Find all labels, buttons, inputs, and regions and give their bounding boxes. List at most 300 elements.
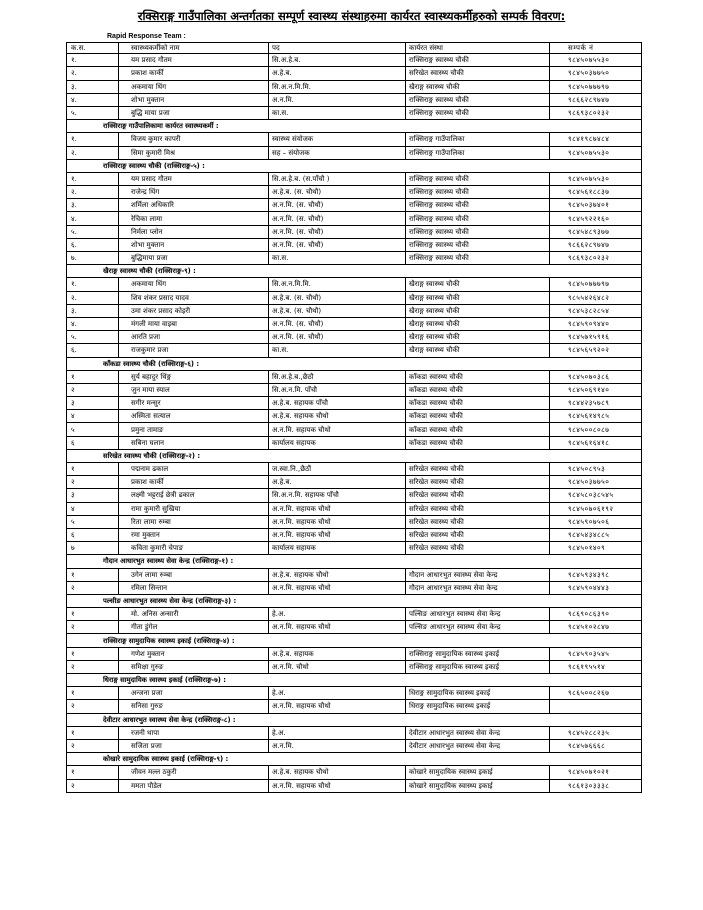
cell-contact: ९८४५६५९२०२: [550, 344, 642, 357]
cell-serial: १.: [67, 278, 119, 291]
cell-contact: ९८५५४२६४८२: [550, 291, 642, 304]
cell-post: हे.अ.: [269, 726, 406, 739]
table-row: [67, 172, 642, 185]
cell-serial: ७: [67, 542, 119, 555]
table-row: [67, 700, 642, 713]
table-row: [67, 291, 642, 304]
cell-institution: राक्सिराङ्ग स्वास्थ्य चौकी: [406, 252, 550, 265]
cell-name: रामा कुमारी सुखिया: [119, 502, 269, 515]
cell-contact: ९८४५०७५५३०: [550, 146, 642, 159]
cell-serial: २: [67, 739, 119, 752]
section-title-row: [67, 120, 642, 133]
table-row: [67, 726, 642, 739]
cell-serial: २: [67, 581, 119, 594]
cell-name: उमा शंकर प्रसाद कोइरी: [119, 304, 269, 317]
cell-serial: ६: [67, 436, 119, 449]
cell-serial: १.: [67, 172, 119, 185]
cell-name: शोभा मुक्तान: [119, 238, 269, 251]
cell-institution: पल्सिङ आधारभुत स्वास्थ्य सेवा केन्द्र: [406, 621, 550, 634]
cell-institution: धिराङ्ग सामुदायिक स्वास्थ्य इकाई: [406, 700, 550, 713]
cell-contact: ९८४५०७७७९७: [550, 278, 642, 291]
cell-contact: ९८४५०७०३८६: [550, 370, 642, 383]
cell-name: सनिसा गुरुङ: [119, 700, 269, 713]
cell-name: रमिला सिन्तान: [119, 581, 269, 594]
table-row: [67, 528, 642, 541]
cell-post: अ.हे.ब. सहायक चौथो: [269, 410, 406, 423]
cell-post: सि.अ.न.मि.मि.: [269, 80, 406, 93]
cell-contact: ९८४५४८९३७७: [550, 225, 642, 238]
cell-institution: खैराङ्ग स्वास्थ्य चौकी: [406, 278, 550, 291]
cell-post: का.स.: [269, 106, 406, 119]
cell-name: जुन माया स्याल: [119, 383, 269, 396]
cell-post: अ.न.मि. सहायक चौथो: [269, 502, 406, 515]
cell-post: अ.न.मि. (स. चौथौ): [269, 212, 406, 225]
cell-name: यम प्रसाद गौतम: [119, 172, 269, 185]
header-name: स्वास्थ्यकर्मीको नाम: [119, 43, 269, 54]
cell-institution: राक्सिराङ्ग स्वास्थ्य चौकी: [406, 106, 550, 119]
cell-post: अ.हे.ब. सहायक चौथो: [269, 766, 406, 779]
table-row: [67, 489, 642, 502]
cell-name: निर्मला प्लोन: [119, 225, 269, 238]
cell-name: प्रकाश कार्की: [119, 476, 269, 489]
cell-institution: पल्सिङ आधारभुत स्वास्थ्य सेवा केन्द्र: [406, 608, 550, 621]
table-row: [67, 383, 642, 396]
cell-serial: १: [67, 647, 119, 660]
cell-name: रमा मुक्तान: [119, 528, 269, 541]
cell-serial: २: [67, 621, 119, 634]
cell-contact: ९८४४२३५७८९: [550, 397, 642, 410]
cell-post: सि.अ.न.मि. पाँचौ: [269, 383, 406, 396]
section-title-row: [67, 449, 642, 462]
cell-serial: २: [67, 779, 119, 792]
cell-contact: ९८४५७१५९१६: [550, 331, 642, 344]
cell-contact: ९८४५६१६४१८: [550, 436, 642, 449]
cell-name: गीता डुंगेल: [119, 621, 269, 634]
cell-contact: ९८४५६१४९८५: [550, 410, 642, 423]
cell-name: सबिना घलान: [119, 436, 269, 449]
section-title: धिराङ्ग सामुदायिक स्वास्थ्य इकाई (राक्सिराङ्ग-७) :: [67, 674, 642, 687]
cell-name: मो. अनिस अन्सारी: [119, 608, 269, 621]
cell-institution: काँकडा स्वास्थ्य चौकी: [406, 370, 550, 383]
cell-serial: १: [67, 568, 119, 581]
table-row: [67, 199, 642, 212]
cell-post: सि.अ.न.मि.मि.: [269, 278, 406, 291]
cell-serial: १: [67, 766, 119, 779]
section-title-row: [67, 555, 642, 568]
cell-serial: ३: [67, 397, 119, 410]
cell-name: गणेश मुक्तान: [119, 647, 269, 660]
cell-serial: १.: [67, 133, 119, 146]
cell-serial: ६.: [67, 344, 119, 357]
cell-post: का.स.: [269, 344, 406, 357]
cell-name: रजनी थापा: [119, 726, 269, 739]
section-title: खैराङ्ग स्वास्थ्य चौकी (राक्सिराङ्ग-९) :: [67, 265, 642, 278]
cell-post: अ.न.मि. सहायक चौथो: [269, 515, 406, 528]
cell-serial: ५.: [67, 106, 119, 119]
cell-name: सिमा कुमारी मिश्र: [119, 146, 269, 159]
table-row: [67, 660, 642, 673]
cell-institution: काँकडा स्वास्थ्य चौकी: [406, 383, 550, 396]
cell-post: सि.अ.हे.ब.,छैठौ: [269, 370, 406, 383]
table-row: [67, 106, 642, 119]
section-title-row: [67, 357, 642, 370]
section-title: राक्सिराङ्ग गाउँपालिकामा कार्यरत स्वास्थ्यकर्मी :: [67, 120, 642, 133]
table-row: [67, 647, 642, 660]
cell-serial: ७.: [67, 252, 119, 265]
cell-name: बुद्धिमाया प्रजा: [119, 252, 269, 265]
cell-serial: ३.: [67, 80, 119, 93]
cell-serial: ५.: [67, 331, 119, 344]
cell-institution: खैराङ्ग स्वास्थ्य चौकी: [406, 80, 550, 93]
cell-institution: राक्सिराङ्ग स्वास्थ्य चौकी: [406, 212, 550, 225]
cell-post: अ.हे.ब.: [269, 67, 406, 80]
contact-table-body: [67, 43, 642, 793]
cell-name: रिता लामा रुम्बा: [119, 515, 269, 528]
cell-post: अ.न.मि. सहायक चौथो: [269, 528, 406, 541]
cell-contact: ९८४५००८०८७: [550, 423, 642, 436]
header-institution: कार्यरत संस्था: [406, 43, 550, 54]
cell-name: पद्मनाम ढकाल: [119, 463, 269, 476]
cell-name: रेचिका लामा: [119, 212, 269, 225]
table-row: [67, 252, 642, 265]
section-title: राक्सिराङ्ग स्वास्थ्य चौकी (राक्सिराङ्ग-५) :: [67, 159, 642, 172]
cell-contact: ९८४५०१४०९: [550, 542, 642, 555]
cell-post: अ.न.मि. सहायक चौथो: [269, 779, 406, 792]
cell-serial: २: [67, 660, 119, 673]
cell-serial: १: [67, 726, 119, 739]
table-row: [67, 212, 642, 225]
cell-post: अ.न.मि. चौथो: [269, 660, 406, 673]
cell-serial: १: [67, 608, 119, 621]
cell-contact: ९८४५९०७५०६: [550, 515, 642, 528]
section-title-row: [67, 594, 642, 607]
cell-post: हे.अ.: [269, 687, 406, 700]
cell-contact: ९८४५०३७४०१: [550, 199, 642, 212]
cell-institution: सरिखेत स्वास्थ्य चौकी: [406, 528, 550, 541]
cell-institution: राक्सिराङ्ग स्वास्थ्य चौकी: [406, 238, 550, 251]
section-title-row: [67, 265, 642, 278]
table-row: [67, 67, 642, 80]
cell-post: अ.हे.ब. सहायक पाँचौ: [269, 397, 406, 410]
cell-name: आरति प्रजा: [119, 331, 269, 344]
cell-institution: राक्सिराङ्ग सामुदायिक स्वास्थ्य इकाई: [406, 660, 550, 673]
section-title-row: [67, 634, 642, 647]
cell-serial: ५: [67, 515, 119, 528]
header-serial: क.स.: [67, 43, 119, 54]
cell-contact: ९८४५९०४४४३: [550, 581, 642, 594]
cell-post: अ.न.मि.: [269, 93, 406, 106]
table-row: [67, 779, 642, 792]
section-title: कोखारे सामुदायिक स्वास्थ्य इकाई (राक्सिराङ्ग-९) :: [67, 753, 642, 766]
cell-post: सि.अ.न.मि. सहायक पाँचौ: [269, 489, 406, 502]
cell-name: सगीर मन्सुर: [119, 397, 269, 410]
table-row: [67, 410, 642, 423]
cell-serial: २.: [67, 186, 119, 199]
cell-name: सुर्य बहादुर थिंङ्ग: [119, 370, 269, 383]
cell-post: अ.न.मि. (स. चौथौ): [269, 331, 406, 344]
cell-institution: गौदान आधारभुत स्वास्थ्य सेवा केन्द्र: [406, 581, 550, 594]
cell-institution: राक्सिराङ्ग स्वास्थ्य चौकी: [406, 186, 550, 199]
cell-institution: काँकडा स्वास्थ्य चौकी: [406, 410, 550, 423]
cell-institution: सरिखेत स्वास्थ्य चौकी: [406, 515, 550, 528]
cell-serial: ४.: [67, 212, 119, 225]
table-row: [67, 370, 642, 383]
cell-contact: ९८४५०३७७५०: [550, 67, 642, 80]
cell-institution: काँकडा स्वास्थ्य चौकी: [406, 436, 550, 449]
table-row: [67, 515, 642, 528]
cell-name: सजिता प्रजा: [119, 739, 269, 752]
section-title-row: [67, 713, 642, 726]
cell-serial: ४: [67, 502, 119, 515]
cell-contact: ९८६९३८०२३२: [550, 252, 642, 265]
cell-contact: ९८६१९५५१४: [550, 660, 642, 673]
cell-post: का.स.: [269, 252, 406, 265]
table-row: [67, 225, 642, 238]
cell-contact: ९८४५६१८८३७: [550, 186, 642, 199]
section-title: देवीटार आधारभुत स्वास्थ्य सेवा केन्द्र (राक्सिराङ्ग-८) :: [67, 713, 642, 726]
cell-post: कार्यालय सहायक: [269, 542, 406, 555]
cell-post: अ.हे.ब. (स. चौथौ): [269, 186, 406, 199]
cell-post: अ.हे.ब.: [269, 476, 406, 489]
cell-post: अ.हे.ब. सहायक: [269, 647, 406, 660]
section-title-row: [67, 753, 642, 766]
table-row: [67, 54, 642, 67]
cell-name: जीवन मल्ल ठकुरी: [119, 766, 269, 779]
cell-contact: ९८४५९०३५४५: [550, 647, 642, 660]
cell-contact: ९८४५९०९४४०: [550, 317, 642, 330]
cell-serial: ३.: [67, 304, 119, 317]
cell-contact: ९८६५००८२६७: [550, 687, 642, 700]
cell-institution: कोखारे सामुदायिक स्वास्थ्य इकाई: [406, 766, 550, 779]
cell-contact: ९८४५८०३८५४५: [550, 489, 642, 502]
cell-contact: ९८४५४३४८८५: [550, 528, 642, 541]
cell-post: अ.न.मि. (स. चौथौ): [269, 199, 406, 212]
cell-contact: ९८४१९८७४८४: [550, 133, 642, 146]
cell-name: लक्ष्मी भट्टराई छेत्री ढकाल: [119, 489, 269, 502]
section-title: काँकडा स्वास्थ्य चौकी (राक्सिराङ्ग-६) :: [67, 357, 642, 370]
cell-serial: १: [67, 370, 119, 383]
table-row: [67, 608, 642, 621]
table-row: [67, 542, 642, 555]
cell-name: शोभा मुक्तान: [119, 93, 269, 106]
cell-institution: खैराङ्ग स्वास्थ्य चौकी: [406, 331, 550, 344]
cell-post: अ.न.मि. सहायक चौथो: [269, 581, 406, 594]
cell-contact: ९८४५०७७७९७: [550, 80, 642, 93]
cell-contact: ९८६१३०३३३८: [550, 779, 642, 792]
table-row: [67, 344, 642, 357]
cell-institution: कोखारे सामुदायिक स्वास्थ्य इकाई: [406, 779, 550, 792]
table-row: [67, 476, 642, 489]
cell-name: प्रकाश कार्की: [119, 67, 269, 80]
cell-name: मंगली माया वाइबा: [119, 317, 269, 330]
section-title: सरिखेत स्वास्थ्य चौकी (राक्सिराङ्ग-२) :: [67, 449, 642, 462]
cell-serial: २: [67, 383, 119, 396]
cell-serial: ५.: [67, 225, 119, 238]
cell-serial: ३.: [67, 199, 119, 212]
cell-post: स्वास्थ्य संयोजक: [269, 133, 406, 146]
section-title: गौदान आधारभुत स्वास्थ्य सेवा केन्द्र (राक्सिराङ्ग-१) :: [67, 555, 642, 568]
cell-serial: २: [67, 476, 119, 489]
cell-institution: राक्सिराङ्ग सामुदायिक स्वास्थ्य इकाई: [406, 647, 550, 660]
cell-name: यम प्रसाद गौतम: [119, 54, 269, 67]
cell-institution: राक्सिराङ्ग गाउँपालिका: [406, 133, 550, 146]
cell-institution: सरिखेत स्वास्थ्य चौकी: [406, 502, 550, 515]
cell-serial: २.: [67, 67, 119, 80]
table-row: [67, 331, 642, 344]
cell-name: बुद्धि माया प्रजा: [119, 106, 269, 119]
cell-contact: ९८४५०७१०२१: [550, 766, 642, 779]
table-row: [67, 423, 642, 436]
document-subtitle: Rapid Response Team :: [107, 33, 186, 40]
table-row: [67, 186, 642, 199]
cell-serial: ४.: [67, 93, 119, 106]
cell-post: सह – संयोजक: [269, 146, 406, 159]
cell-post: अ.हे.ब. सहायक चौथो: [269, 568, 406, 581]
cell-post: अ.हे.ब. (स. चौथौ): [269, 291, 406, 304]
cell-contact: ९८४५७६६६८: [550, 739, 642, 752]
section-title-row: [67, 159, 642, 172]
cell-serial: ५: [67, 423, 119, 436]
cell-name: समिक्षा गुरुङ: [119, 660, 269, 673]
cell-post: ज.स्वा.नि.,छैठौं: [269, 463, 406, 476]
cell-name: अन्जना प्रजा: [119, 687, 269, 700]
cell-post: अ.हे.ब. (स. चौथौ): [269, 304, 406, 317]
cell-serial: १: [67, 463, 119, 476]
table-row: [67, 93, 642, 106]
table-row: [67, 621, 642, 634]
cell-institution: सरिखेत स्वास्थ्य चौकी: [406, 476, 550, 489]
cell-institution: खैराङ्ग स्वास्थ्य चौकी: [406, 344, 550, 357]
cell-institution: धिराङ्ग सामुदायिक स्वास्थ्य इकाई: [406, 687, 550, 700]
cell-name: प्रमुना तामाङ: [119, 423, 269, 436]
cell-post: अ.न.मि. सहायक चौथो: [269, 700, 406, 713]
cell-serial: ६.: [67, 238, 119, 251]
cell-institution: राक्सिराङ्ग स्वास्थ्य चौकी: [406, 54, 550, 67]
cell-institution: सरिखेत स्वास्थ्य चौकी: [406, 67, 550, 80]
cell-institution: सरिखेत स्वास्थ्य चौकी: [406, 489, 550, 502]
cell-institution: राक्सिराङ्ग स्वास्थ्य चौकी: [406, 199, 550, 212]
cell-institution: काँकडा स्वास्थ्य चौकी: [406, 397, 550, 410]
cell-post: अ.न.मि. सहायक चौथो: [269, 621, 406, 634]
cell-contact: ९८४५०७५५३०: [550, 54, 642, 67]
cell-serial: २.: [67, 291, 119, 304]
cell-contact: [550, 700, 642, 713]
table-row: [67, 397, 642, 410]
cell-contact: ९८४५९३४३९८: [550, 568, 642, 581]
cell-institution: राक्सिराङ्ग गाउँपालिका: [406, 146, 550, 159]
cell-contact: ९८४५३८२८५४: [550, 304, 642, 317]
cell-post: सि.अ.हे.ब. (स.पाँचौ ): [269, 172, 406, 185]
cell-name: ममता पौडेल: [119, 779, 269, 792]
cell-name: अकमाया थिंग: [119, 80, 269, 93]
cell-contact: ९८६९३८०२३२: [550, 106, 642, 119]
cell-contact: ९८६९०८६३९०: [550, 608, 642, 621]
document-title: रक्सिराङ्ग गाउँपालिका अन्तर्गतका सम्पूर्ण स्वास्थ्य संस्थाहरुमा कार्यरत स्वास्थ्यकर्मीहरुको सम्पर्क विवरण:: [137, 9, 566, 23]
cell-name: शर्मिला अधिकारि: [119, 199, 269, 212]
cell-name: कविता कुमारी चेपाङ: [119, 542, 269, 555]
cell-post: हे.अ.: [269, 608, 406, 621]
header-contact: सम्पर्क नं: [550, 43, 642, 54]
table-row: [67, 766, 642, 779]
cell-contact: ९८४५०७५५३०: [550, 172, 642, 185]
table-row: [67, 687, 642, 700]
table-row: [67, 463, 642, 476]
cell-contact: ९८४५०६९१४०: [550, 383, 642, 396]
cell-contact: ९८४५२८८२३५: [550, 726, 642, 739]
cell-institution: सरिखेत स्वास्थ्य चौकी: [406, 463, 550, 476]
header-row: [67, 43, 642, 54]
cell-serial: २.: [67, 146, 119, 159]
cell-name: राजेन्द्र थिंग: [119, 186, 269, 199]
cell-institution: राक्सिराङ्ग स्वास्थ्य चौकी: [406, 225, 550, 238]
section-title: राक्सिराङ्ग सामुदायिक स्वास्थ्य इकाई (राक्सिराङ्ग-४) :: [67, 634, 642, 647]
table-row: [67, 304, 642, 317]
contact-table: [66, 42, 642, 793]
table-row: [67, 502, 642, 515]
table-row: [67, 436, 642, 449]
cell-post: अ.न.मि. (स. चौथौ): [269, 317, 406, 330]
cell-contact: ९८४५०७०६१९२: [550, 502, 642, 515]
table-row: [67, 238, 642, 251]
cell-institution: देवीटार आधारभुत स्वास्थ्य सेवा केन्द्र: [406, 726, 550, 739]
cell-serial: ४.: [67, 317, 119, 330]
cell-institution: सरिखेत स्वास्थ्य चौकी: [406, 542, 550, 555]
cell-post: अ.न.मि. (स. चौथौ): [269, 238, 406, 251]
cell-name: शिव शंकर प्रसाद यादव: [119, 291, 269, 304]
cell-institution: खैराङ्ग स्वास्थ्य चौकी: [406, 291, 550, 304]
cell-name: अकमाया थिंग: [119, 278, 269, 291]
cell-contact: ९८४५९२२१६०: [550, 212, 642, 225]
cell-contact: ९८६६२८९७४७: [550, 238, 642, 251]
table-row: [67, 581, 642, 594]
cell-name: राजकुमार प्रजा: [119, 344, 269, 357]
cell-contact: ९८६६२८९७४७: [550, 93, 642, 106]
cell-name: विजय कुमार कापरी: [119, 133, 269, 146]
section-title: पल्सीङ आधारभुत स्वास्थ्य सेवा केन्द्र (राक्सिराङ्ग-३) :: [67, 594, 642, 607]
cell-post: सि.अ.हे.ब.: [269, 54, 406, 67]
cell-serial: १.: [67, 54, 119, 67]
table-row: [67, 568, 642, 581]
table-row: [67, 739, 642, 752]
cell-institution: राक्सिराङ्ग स्वास्थ्य चौकी: [406, 93, 550, 106]
cell-post: अ.न.मि. सहायक चौथो: [269, 423, 406, 436]
cell-post: अ.न.मि. (स. चौथौ): [269, 225, 406, 238]
cell-institution: गौदान आधारभुत स्वास्थ्य सेवा केन्द्र: [406, 568, 550, 581]
cell-institution: खैराङ्ग स्वास्थ्य चौकी: [406, 304, 550, 317]
table-row: [67, 80, 642, 93]
cell-serial: ३: [67, 489, 119, 502]
header-post: पद: [269, 43, 406, 54]
cell-institution: राक्सिराङ्ग स्वास्थ्य चौकी: [406, 172, 550, 185]
cell-serial: १: [67, 687, 119, 700]
section-title-row: [67, 674, 642, 687]
table-row: [67, 317, 642, 330]
cell-serial: ४: [67, 410, 119, 423]
table-row: [67, 146, 642, 159]
cell-contact: ९८४५१०२८४७: [550, 621, 642, 634]
table-row: [67, 133, 642, 146]
cell-institution: खैराङ्ग स्वास्थ्य चौकी: [406, 317, 550, 330]
cell-post: अ.न.मि.: [269, 739, 406, 752]
cell-name: अस्मिता सत्याल: [119, 410, 269, 423]
cell-serial: ६: [67, 528, 119, 541]
cell-post: कार्यालय सहायक: [269, 436, 406, 449]
cell-name: उगेन लामा रुम्बा: [119, 568, 269, 581]
cell-institution: देवीटार आधारभुत स्वास्थ्य सेवा केन्द्र: [406, 739, 550, 752]
cell-contact: ९८४५०८९५३: [550, 463, 642, 476]
cell-serial: २: [67, 700, 119, 713]
table-row: [67, 278, 642, 291]
